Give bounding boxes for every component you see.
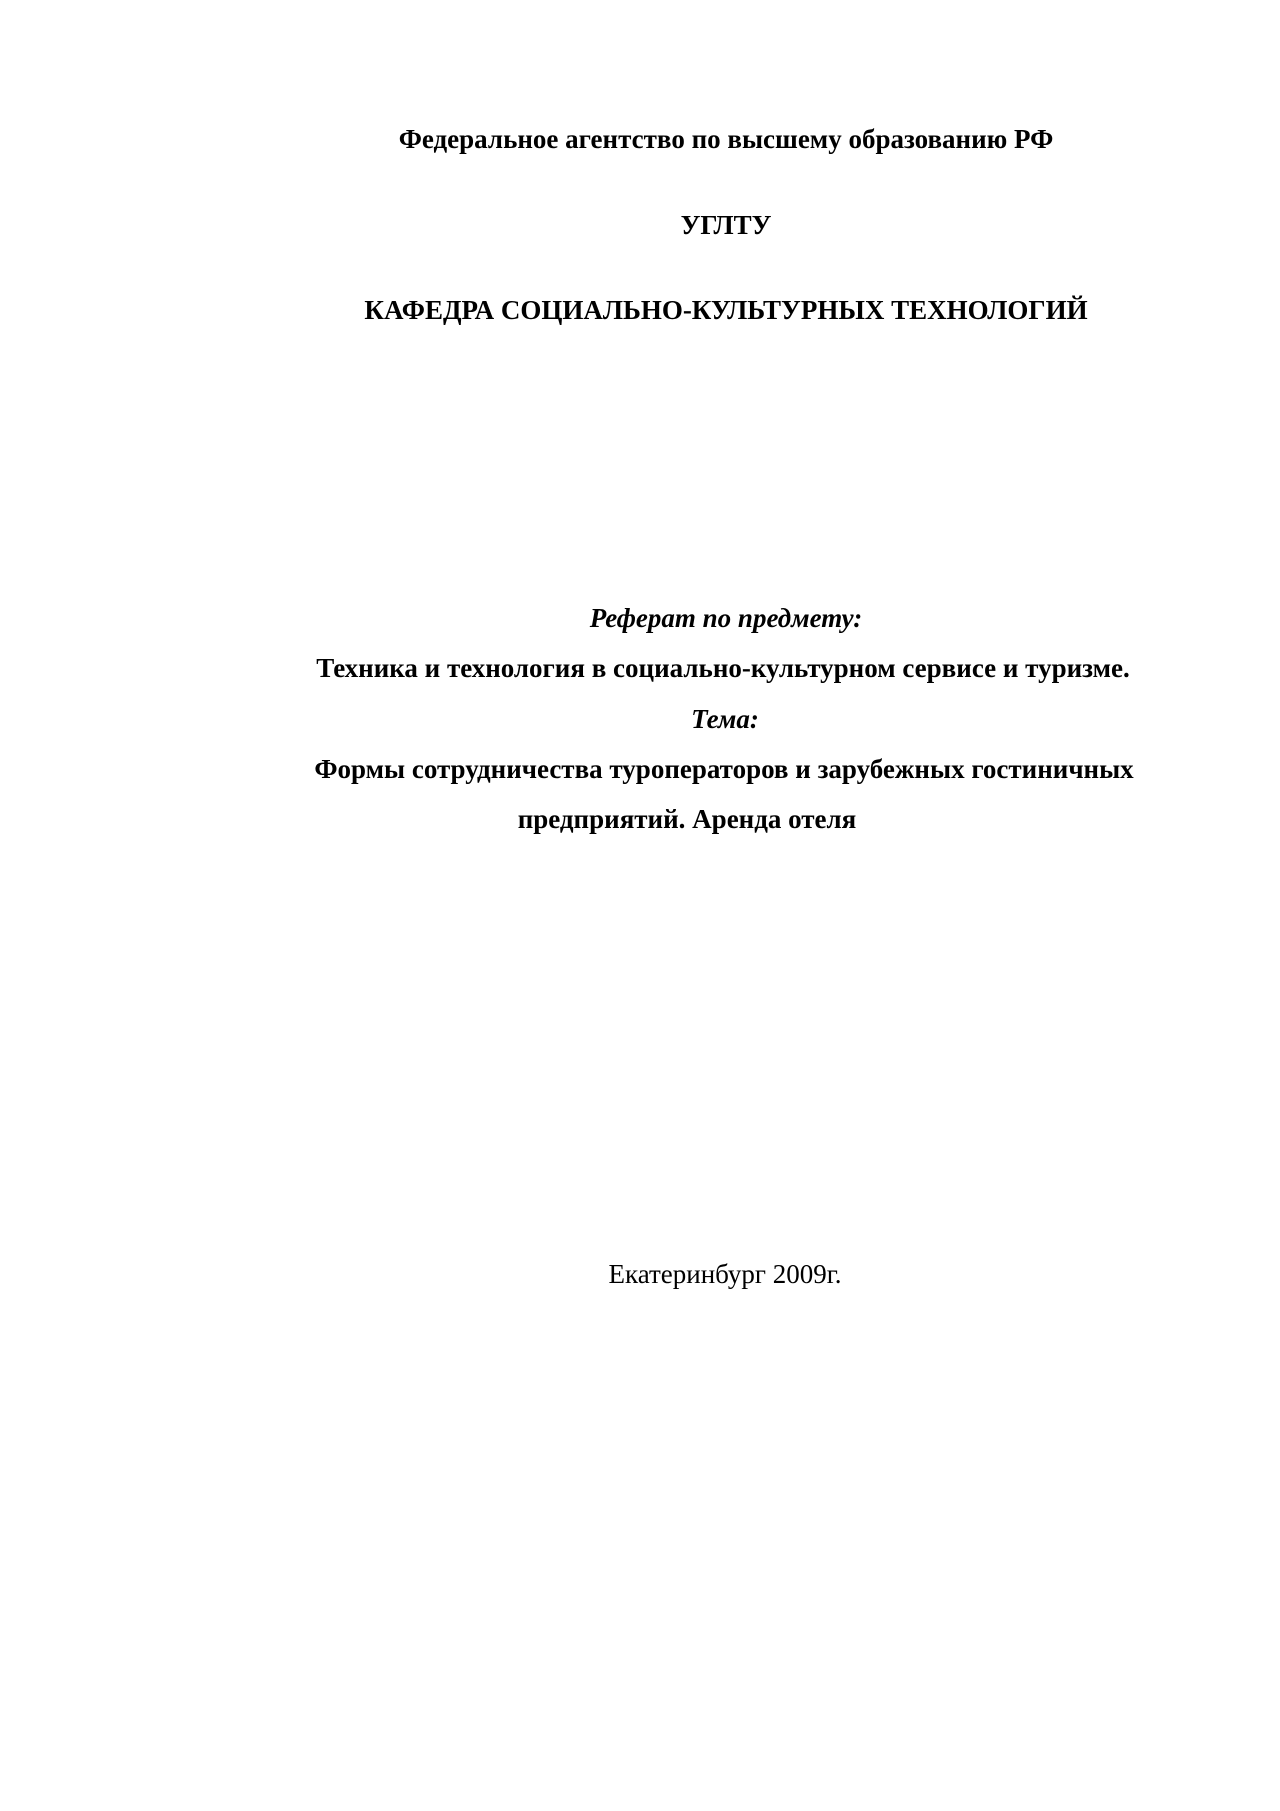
theme-title-line-2: предприятий. Аренда отеля [517, 804, 857, 834]
university-name: УГЛТУ [680, 210, 772, 240]
theme-title-line-1: Формы сотрудничества туроператоров и зарубежных гостиничных [314, 754, 1134, 784]
city-year: Екатеринбург 2009г. [608, 1259, 842, 1289]
subject-title: Техника и технология в социально-культурном сервисе и туризме. [316, 653, 1130, 683]
agency-name: Федеральное агентство по высшему образованию РФ [398, 124, 1054, 154]
subject-heading: Реферат по предмету: [589, 603, 863, 633]
department-name: КАФЕДРА СОЦИАЛЬНО-КУЛЬТУРНЫХ ТЕХНОЛОГИЙ [364, 295, 1088, 325]
theme-heading: Тема: [691, 704, 759, 734]
